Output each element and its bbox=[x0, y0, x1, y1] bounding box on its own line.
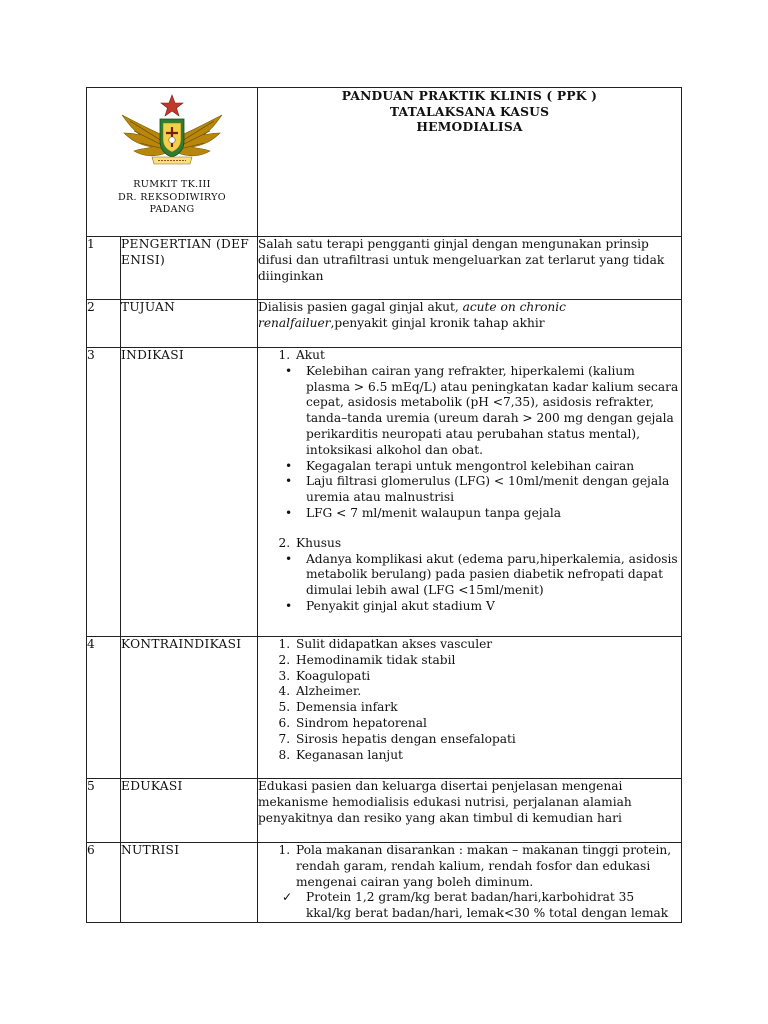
list-item: • LFG < 7 ml/menit walaupun tanpa gejala bbox=[258, 506, 681, 522]
row-kontraindikasi bbox=[87, 637, 682, 779]
list-item: 8. Keganasan lanjut bbox=[294, 748, 681, 764]
row-content bbox=[258, 348, 682, 637]
hospital-name bbox=[87, 179, 257, 217]
hospital-name-line-3: PADANG bbox=[149, 204, 195, 215]
list-item: 6. Sindrom hepatorenal bbox=[294, 716, 681, 732]
hospital-name-line-1: RUMKIT TK.III bbox=[133, 179, 211, 190]
row-number: 1 bbox=[87, 237, 121, 300]
ppk-table bbox=[86, 87, 682, 923]
list-item: 2. Hemodinamik tidak stabil bbox=[294, 653, 681, 669]
list-item: 1. Pola makanan disarankan : makan – makanan tinggi protein, rendah garam, rendah kalium, rendah fosfor dan edukasi mengenai cairan yang boleh diminum. bbox=[294, 843, 681, 890]
row-label: EDUKASI bbox=[121, 779, 258, 843]
indikasi-akut bbox=[294, 348, 681, 364]
row-number: 4 bbox=[87, 637, 121, 779]
title-line-1: PANDUAN PRAKTIK KLINIS ( PPK ) bbox=[341, 88, 598, 103]
row-edukasi bbox=[87, 779, 682, 843]
tujuan-text-a: Dialisis pasien gagal ginjal akut, bbox=[258, 300, 463, 314]
logo-cell bbox=[87, 88, 258, 237]
indikasi-list-2 bbox=[258, 536, 681, 552]
list-item: • Penyakit ginjal akut stadium V bbox=[258, 599, 681, 615]
nutrisi-list bbox=[258, 843, 681, 890]
akut-items bbox=[258, 364, 681, 522]
khusus-title: Khusus bbox=[296, 535, 342, 550]
row-content bbox=[258, 843, 682, 923]
title-line-2: TATALAKSANA KASUS bbox=[389, 103, 550, 119]
tujuan-text-c: ,penyakit ginjal kronik tahap akhir bbox=[330, 315, 545, 330]
list-item: • Kelebihan cairan yang refrakter, hiperkalemi (kalium plasma > 6.5 mEq/L) atau peningkatan kadar kalium secara cepat, asidosis metabolik (pH <7,35), asidosis refrakter, tanda–tanda uremia (ureum darah > 200 mg dengan gejala perikarditis neuropati atau perubahan status mental), intoksikasi alkohol dan obat. bbox=[258, 364, 681, 459]
row-content: Salah satu terapi pengganti ginjal dengan mengunakan prinsip difusi dan utrafiltrasi untuk mengeluarkan zat terlarut yang tidak diinginkan bbox=[258, 237, 682, 300]
military-hospital-emblem-icon bbox=[118, 93, 226, 171]
khusus-items bbox=[258, 552, 681, 615]
indikasi-khusus bbox=[294, 536, 681, 552]
hospital-name-line-2: DR. REKSODIWIRYO bbox=[118, 191, 226, 203]
row-number: 3 bbox=[87, 348, 121, 637]
list-item: 5. Demensia infark bbox=[294, 700, 681, 716]
row-label: INDIKASI bbox=[121, 348, 258, 637]
row-content: Edukasi pasien dan keluarga disertai penjelasan mengenai mekanisme hemodialisis edukasi nutrisi, perjalanan alamiah penyakitnya dan resiko yang akan timbul di kemudian hari bbox=[258, 779, 682, 843]
akut-title: Akut bbox=[296, 348, 325, 362]
document-title bbox=[258, 88, 682, 237]
list-item: • Laju filtrasi glomerulus (LFG) < 10ml/menit dengan gejala uremia atau malnustrisi bbox=[258, 474, 681, 506]
indikasi-list bbox=[258, 348, 681, 364]
row-tujuan bbox=[87, 300, 682, 348]
row-pengertian bbox=[87, 237, 682, 300]
list-item: 3. Koagulopati bbox=[294, 669, 681, 685]
nutrisi-check-items bbox=[258, 890, 681, 922]
list-item: • Kegagalan terapi untuk mengontrol kelebihan cairan bbox=[258, 459, 681, 475]
kontraindikasi-list bbox=[258, 637, 681, 763]
list-item: 1. Sulit didapatkan akses vasculer bbox=[294, 637, 681, 653]
row-label: PENGERTIAN (DEFENISI) bbox=[121, 237, 258, 300]
row-content bbox=[258, 637, 682, 779]
row-number: 2 bbox=[87, 300, 121, 348]
row-nutrisi bbox=[87, 843, 682, 923]
header-row bbox=[87, 88, 682, 237]
row-number: 5 bbox=[87, 779, 121, 843]
row-number: 6 bbox=[87, 843, 121, 923]
list-item: 4. Alzheimer. bbox=[294, 684, 681, 700]
list-item: 7. Sirosis hepatis dengan ensefalopati bbox=[294, 732, 681, 748]
row-label: KONTRAINDIKASI bbox=[121, 637, 258, 779]
title-line-3: HEMODIALISA bbox=[416, 119, 523, 134]
list-item: ✓ Protein 1,2 gram/kg berat badan/hari,karbohidrat 35 kkal/kg berat badan/hari, lemak<30 % total dengan lemak bbox=[258, 890, 681, 922]
row-label: TUJUAN bbox=[121, 300, 258, 348]
list-item: • Adanya komplikasi akut (edema paru,hiperkalemia, asidosis metabolik berulang) pada pasien diabetik nefropati dapat dimulai lebih awal (LFG <15ml/menit) bbox=[258, 552, 681, 599]
row-content bbox=[258, 300, 682, 348]
row-label: NUTRISI bbox=[121, 843, 258, 923]
tujuan-text-italic: acute on chronic renalfailuer bbox=[258, 300, 566, 330]
row-indikasi bbox=[87, 348, 682, 637]
